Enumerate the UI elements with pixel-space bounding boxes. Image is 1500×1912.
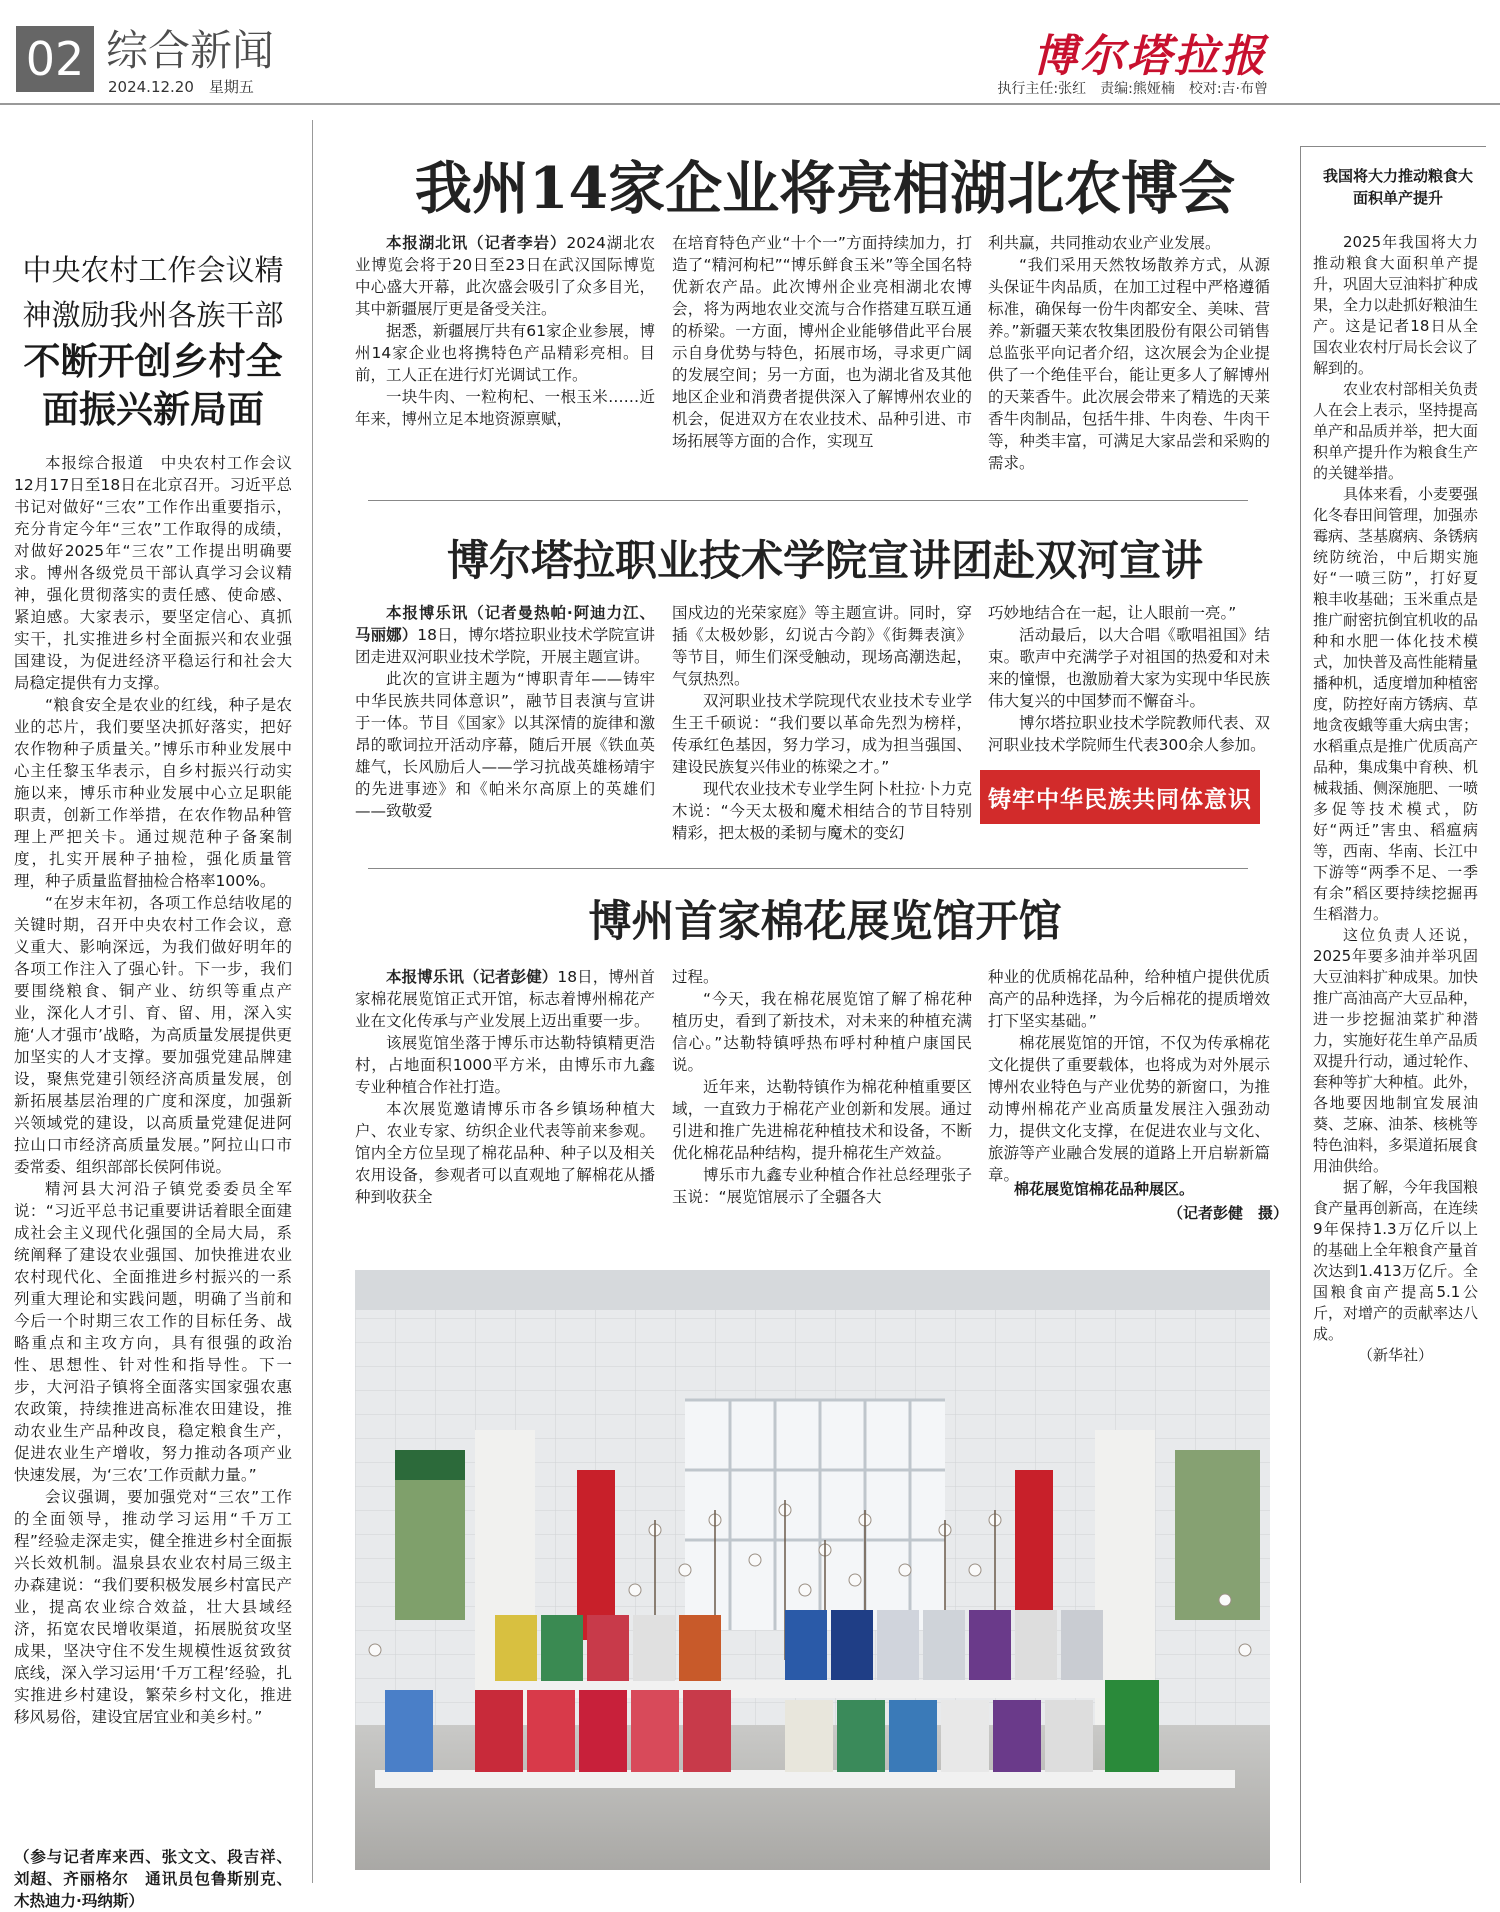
- photo-credit: （记者彭健 摄）: [1168, 1204, 1289, 1222]
- article2-col3: [988, 602, 1270, 756]
- paragraph: 本报综合报道 中央农村工作会议12月17日至18日在北京召开。习近平总书记对做好“三农”工作作出重要指示，充分肯定今年“三农”工作取得的成绩，对做好2025年“三农”工作提出明确要求。博州各级党员干部认真学习会议精神，强化贯彻落实的责任感、使命感、紧迫感。大家表示，要坚定信心、真抓实干，扎实推进乡村全面振兴和农业强国建设，为促进经济平稳运行和社会大局稳定提供有力支撑。: [14, 454, 292, 692]
- header-divider: [0, 103, 1500, 105]
- paragraph: 活动最后，以大合唱《歌唱祖国》结束。歌声中充满学子对祖国的热爱和对未来的憧憬，也激励着大家为实现中华民族伟大复兴的中国梦而不懈奋斗。: [988, 626, 1270, 710]
- article1-headline: 我州14家企业将亮相湖北农博会: [414, 155, 1236, 222]
- sidebar-article-body: [1313, 232, 1478, 1872]
- left-headline: 不断开创乡村全面振兴新局面: [23, 339, 283, 431]
- page-number: 02: [16, 26, 94, 92]
- paragraph: 种业的优质棉花品种，给种植户提供优质高产的品种选择，为今后棉花的提质增效打下坚实基础。”: [988, 968, 1270, 1030]
- paragraph: 具体来看，小麦要强化冬春田间管理，加强赤霉病、茎基腐病、条锈病统防统治，中后期实施好“一喷三防”，打好夏粮丰收基础；玉米重点是推广耐密抗倒宜机收的品种和水肥一体化技术模式，加快普及高性能精量播种机，适度增加种植密度，防控好南方锈病、草地贪夜蛾等重大病虫害；水稻重点是推广优质高产品种，集成集中育秧、机械栽插、侧深施肥、一喷多促等技术模式，防好“两迁”害虫、稻瘟病等，西南、华南、长江中下游等“两季不足、一季有余”稻区要持续挖掘再生稻潜力。: [1313, 485, 1479, 923]
- paragraph: 一块牛肉、一粒枸杞、一根玉米……近年来，博州立足本地资源禀赋，: [355, 388, 655, 428]
- paragraph: 博乐市九鑫专业种植合作社总经理张子玉说：“展览馆展示了全疆各大: [672, 1166, 972, 1206]
- paragraph: 现代农业技术专业学生阿卜杜拉·卜力克木说：“今天太极和魔术相结合的节目特别精彩，把太极的柔韧与魔术的变幻: [672, 780, 972, 842]
- paragraph: 2025年我国将大力推动粮食大面积单产提升，巩固大豆油料扩种成果，全力以赴抓好粮油生产。这是记者18日从全国农业农村厅局长会议了解到的。: [1313, 233, 1479, 377]
- paragraph: 本报湖北讯（记者李岩）2024湖北农业博览会将于20日至23日在武汉国际博览中心盛大开幕，此次盛会吸引了众多目光，其中新疆展厅更是备受关注。: [355, 234, 655, 318]
- source-credit: （新华社）: [1357, 1346, 1433, 1364]
- column-divider: [312, 120, 313, 1883]
- paragraph: 本报博乐讯（记者彭健）18日，博州首家棉花展览馆正式开馆，标志着博州棉花产业在文化传承与产业发展上迈出重要一步。: [355, 968, 655, 1030]
- paragraph: 农业农村部相关负责人在会上表示，坚持提高单产和品质并举，把大面积单产提升作为粮食生产的关键举措。: [1313, 380, 1479, 482]
- paragraph: 精河县大河沿子镇党委委员全军说：“习近平总书记重要讲话着眼全面建成社会主义现代化强国的全局大局，系统阐释了建设农业强国、加快推进农业农村现代化、全面推进乡村振兴的一系列重大理论和实践问题，明确了当前和今后一个时期三农工作的目标任务、战略重点和主攻方向，具有很强的政治性、思想性、针对性和指导性。下一步，大河沿子镇将全面落实国家强农惠农政策，持续推进高标准农田建设，推动农业生产品种改良，稳定粮食生产，促进农业生产增收，努力推动各项产业快速发展，为‘三农’工作贡献力量。”: [14, 1180, 292, 1484]
- photo-caption: 棉花展览馆棉花品种展区。: [1014, 1180, 1195, 1198]
- issue-date: 2024.12.20 星期五: [108, 78, 254, 96]
- article3-col3: [988, 966, 1270, 1184]
- paragraph: 此次的宣讲主题为“博职青年——铸牢中华民族共同体意识”，融节目表演与宣讲于一体。节目《国家》以其深情的旋律和激昂的歌词拉开活动序幕，随后开展《铁血英雄气，长风励后人——学习抗战英雄杨靖宇的先进事迹》和《帕米尔高原上的英雄们——致敬爱: [355, 670, 655, 820]
- left-subheadline: 中央农村工作会议精神激励我州各族干部: [22, 253, 284, 332]
- paragraph: 据悉，新疆展厅共有61家企业参展，博州14家企业也将携特色产品精彩亮相。目前，工人正在进行灯光调试工作。: [355, 322, 655, 384]
- section-divider: [368, 868, 1248, 869]
- article3-col1: [355, 966, 655, 1256]
- contributors-note: （参与记者库来西、张文文、段吉祥、刘超、齐丽格尔 通讯员包鲁斯别克、木热迪力·玛纳斯）: [14, 1848, 292, 1910]
- dateline: 本报博乐讯（记者曼热帕·阿迪力江、马丽娜）: [355, 604, 655, 644]
- section-divider: [368, 500, 1248, 501]
- paragraph: “粮食安全是农业的红线，种子是农业的芯片，我们要坚决抓好落实，把好农作物种子质量关。”博乐市种业发展中心主任黎玉华表示，自乡村振兴行动实施以来，博乐市种业发展中心立足职能职责，创新工作举措，在农作物品种管理上严把关卡。通过规范种子备案制度，扎实开展种子抽检，强化质量管理，种子质量监督抽检合格率100%。: [14, 696, 292, 890]
- paragraph: 双河职业技术学院现代农业技术专业学生王千硕说：“我们要以革命先烈为榜样，传承红色基因，努力学习，成为担当强国、建设民族复兴伟业的栋梁之才。”: [672, 692, 972, 776]
- exhibition-hall-photo: [355, 1270, 1270, 1870]
- cotton-exhibit-illustration: [355, 1270, 1270, 1870]
- paragraph: “我们采用天然牧场散养方式，从源头保证牛肉品质，在加工过程中严格遵循标准，确保每一份牛肉都安全、美味、营养。”新疆天莱农牧集团股份有限公司销售总监张平向记者介绍，这次展会为企业提供了一个绝佳平台，能让更多人了解博州的天莱香牛。此次展会带来了精选的天莱香牛肉制品，包括牛排、牛肉卷、牛肉干等，种类丰富，可满足大家品尝和采购的需求。: [988, 256, 1270, 472]
- paragraph: 棉花展览馆的开馆，不仅为传承棉花文化提供了重要载体，也将成为对外展示博州农业特色与产业优势的新窗口，为推动博州棉花产业高质量发展注入强劲动力，提供文化支撑，在促进农业与文化、旅游等产业融合发展的道路上开启崭新篇章。: [988, 1034, 1270, 1184]
- section-title: 综合新闻: [106, 26, 275, 75]
- paragraph: 利共赢，共同推动农业产业发展。: [988, 234, 1221, 252]
- paragraph: 本报博乐讯（记者曼热帕·阿迪力江、马丽娜）18日，博尔塔拉职业技术学院宣讲团走进双河职业技术学院，开展主题宣讲。: [355, 604, 655, 666]
- paragraph: 该展览馆坐落于博乐市达勒特镇精更浩村，占地面积1000平方米，由博乐市九鑫专业种植合作社打造。: [355, 1034, 655, 1096]
- paragraph: 在培育特色产业“十个一”方面持续加力，打造了“精河枸杞”“博乐鲜食玉米”等全国名特优新农产品。此次博州企业亮相湖北农博会，将为两地农业交流与合作搭建互联互通的桥梁。一方面，博州企业能够借此平台展示自身优势与特色，拓展市场，寻求更广阔的发展空间；另一方面，也为湖北省及其他地区企业和消费者提供深入了解博州农业的机会，促进双方在农业技术、品种引进、市场拓展等方面的合作，实现互: [672, 234, 972, 450]
- sidebar-border-top: [1300, 146, 1486, 147]
- article1-col2: [672, 232, 972, 472]
- paragraph: 会议强调，要加强党对“三农”工作的全面领导，推动学习运用“千万工程”经验走深走实，健全推进乡村全面振兴长效机制。温泉县农业农村局三级主办森建说：“我们要积极发展乡村富民产业，提高农业综合效益，壮大县域经济，拓宽农民增收渠道，拓展脱贫攻坚成果，坚决守住不发生规模性返贫致贫底线，深入学习运用‘千万工程’经验，扎实推进乡村建设，繁荣乡村文化，推进移风易俗，建设宜居宜业和美乡村。”: [14, 1488, 292, 1726]
- editor-credits: 执行主任:张红 责编:熊娅楠 校对:吉·布曾: [997, 81, 1268, 97]
- masthead-logo: 博尔塔拉报: [1033, 31, 1268, 82]
- paragraph: 近年来，达勒特镇作为棉花种植重要区域，一直致力于棉花产业创新和发展。通过引进和推广先进棉花种植技术和设备，不断优化棉花品种结构，提升棉花生产效益。: [672, 1078, 972, 1162]
- article2-col1: [355, 602, 655, 846]
- article2-col2: [672, 602, 972, 846]
- paragraph: “今天，我在棉花展览馆了解了棉花种植历史，看到了新技术，对未来的种植充满信心。”达勒特镇呼热布呼村种植户康国民说。: [672, 990, 972, 1074]
- left-article-body: [14, 452, 292, 1844]
- paragraph: 过程。: [672, 968, 719, 986]
- paragraph: “在岁末年初，各项工作总结收尾的关键时期，召开中央农村工作会议，意义重大、影响深远，为我们做好明年的各项工作注入了强心针。下一步，我们要围绕粮食、铜产业、纺织等重点产业，深化人才引、育、留、用，深入实施‘人才强市’战略，为高质量发展提供更加坚实的人才支撑。要加强党建品牌建设，聚焦党建引领经济高质量发展，创新拓展基层治理的广度和深度，加强新兴领域党的建设，以高质量党建促进阿拉山口市经济高质量发展。”阿拉山口市委常委、组织部部长侯阿伟说。: [14, 894, 292, 1176]
- paragraph: 这位负责人还说，2025年要多油并举巩固大豆油料扩种成果。加快推广高油高产大豆品种，进一步挖掘油菜扩种潜力，实施好花生单产品质双提升行动，通过轮作、套种等扩大种植。此外，各地要因地制宜发展油葵、芝麻、油茶、核桃等特色油料，多渠道拓展食用油供给。: [1313, 926, 1479, 1175]
- article3-headline: 博州首家棉花展览馆开馆: [588, 897, 1062, 947]
- theme-banner: 铸牢中华民族共同体意识: [980, 770, 1260, 824]
- paragraph: 据了解，今年我国粮食产量再创新高，在连续9年保持1.3万亿斤以上的基础上全年粮食产量首次达到1.413万亿斤。全国粮食亩产提高5.1公斤，对增产的贡献率达八成。: [1313, 1178, 1479, 1343]
- article2-headline: 博尔塔拉职业技术学院宣讲团赴双河宣讲: [446, 536, 1203, 585]
- paragraph: 博尔塔拉职业技术学院教师代表、双河职业技术学院师生代表300余人参加。: [988, 714, 1270, 754]
- article3-col2: [672, 966, 972, 1256]
- paragraph: 本次展览邀请博乐市各乡镇场种植大户、农业专家、纺织企业代表等前来参观。馆内全方位呈现了棉花品种、种子以及相关农用设备，参观者可以直观地了解棉花从播种到收获全: [355, 1100, 655, 1206]
- dateline: 本报博乐讯（记者彭健）: [386, 968, 558, 986]
- paragraph: 巧妙地结合在一起，让人眼前一亮。”: [988, 604, 1237, 622]
- sidebar-headline: 我国将大力推动粮食大面积单产提升: [1322, 167, 1473, 207]
- sidebar-border: [1300, 146, 1301, 1883]
- article1-col3: [988, 232, 1270, 472]
- paragraph: 国戍边的光荣家庭》等主题宣讲。同时，穿插《太极妙影，幻说古今韵》《街舞表演》等节目，师生们深受触动，现场高潮迭起，气氛热烈。: [672, 604, 972, 688]
- article1-col1: [355, 232, 655, 472]
- dateline: 本报湖北讯（记者李岩）: [386, 234, 567, 252]
